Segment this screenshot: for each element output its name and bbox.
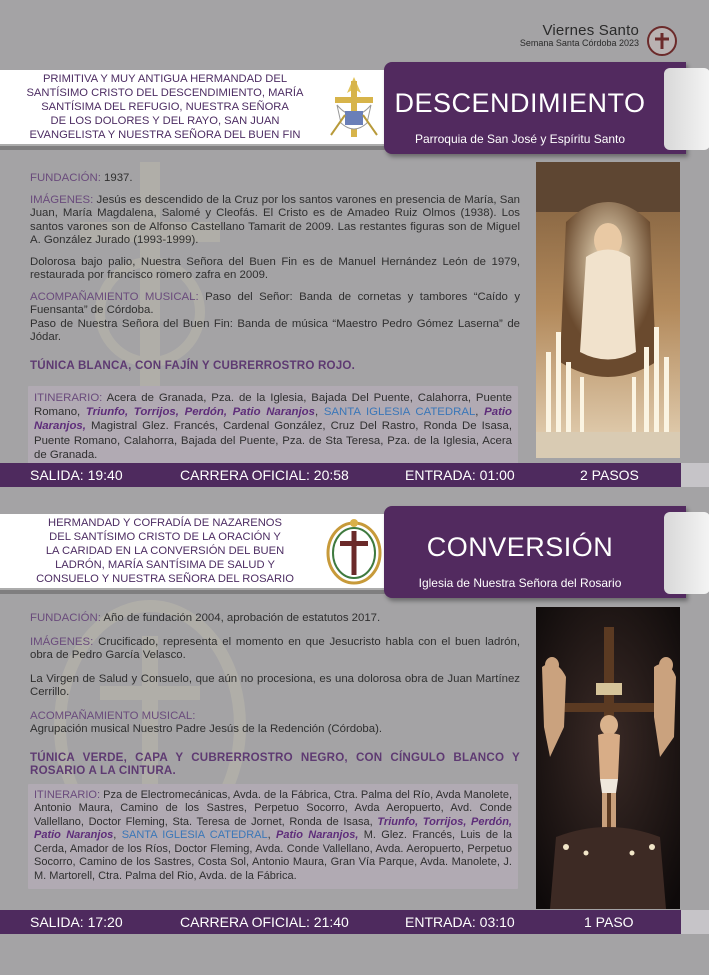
musica-text: Agrupación musical Nuestro Padre Jesús de la Redención (Córdoba). (30, 723, 383, 735)
virgen-photo (536, 162, 680, 458)
org-name (10, 72, 320, 142)
imagenes-label: IMÁGENES: (30, 635, 94, 648)
title-panel (384, 62, 686, 154)
imagenes-paragraph (30, 194, 520, 248)
org-line: CONSUELO Y NUESTRA SEÑORA DEL ROSARIO (36, 573, 294, 585)
church-name: Parroquia de San José y Espíritu Santo (414, 132, 626, 146)
bar-cap (681, 463, 709, 487)
carrera-oficial-time: CARRERA OFICIAL: 20:58 (180, 467, 349, 483)
org-line: DE LOS DOLORES Y DEL RAYO, SAN JUAN (50, 115, 280, 127)
org-name (10, 516, 320, 586)
hermandad-details (30, 172, 520, 467)
page-subtitle: Semana Santa Córdoba 2023 (519, 38, 639, 48)
itinerario-text: Pza de Electromecánicas, Avda. de la Fábrica, Ctra. Palma del Río, Avda Manolete, Antonio Maura, Camino de los Sastres, Perpetuo Socorro, Avda Aeropuerto, Avd. Conde Vallellano, Doctor Fleming, Sta. Teresa de Jornet, Ronda de Isasa, (34, 788, 512, 828)
title-panel (384, 506, 686, 598)
itinerario-sep: , (475, 406, 479, 419)
band-shadow (0, 588, 405, 594)
musica-label: ACOMPAÑAMIENTO MUSICAL: (30, 290, 199, 303)
hermandad-conversion (0, 506, 709, 934)
page-header (520, 22, 639, 48)
musica-paragraph (30, 291, 520, 345)
hermandad-title: DESCENDIMIENTO (394, 88, 646, 118)
org-line: LADRÓN, MARÍA SANTÍSIMA DE SALUD Y (55, 559, 275, 571)
org-line: DEL SANTÍSIMO CRISTO DE LA ORACIÓN Y (49, 531, 281, 543)
itinerario-catedral: SANTA IGLESIA CATEDRAL (323, 406, 476, 419)
org-line: SANTÍSIMO CRISTO DEL DESCENDIMIENTO, MARÍA (26, 87, 304, 99)
fundacion-paragraph (30, 612, 520, 626)
org-line: PRIMITIVA Y MUY ANTIGUA HERMANDAD DEL (42, 73, 288, 85)
title-panel-gloss (664, 68, 709, 150)
dolorosa-paragraph: Dolorosa bajo palio, Nuestra Señora del Buen Fin es de Manuel Hernández León de 1979, restaurada por francisco romero zafra en 2009. (30, 255, 520, 281)
bar-cap (681, 910, 709, 934)
imagenes-label: IMÁGENES: (30, 193, 94, 206)
itinerario-text-2: Magistral Glez. Francés, Cardenal González, Cruz Del Rastro, Ronda De Isasa, Puente Romano, Calahorra, Bajada del Puente, Pza. de Sta Teresa, Pza. de la Iglesia, Acera de Granada. (34, 420, 512, 461)
horario-bar (0, 463, 709, 487)
itinerario-label: ITINERARIO: (34, 392, 103, 404)
org-line: HERMANDAD Y COFRADÍA DE NAZARENOS (48, 517, 282, 529)
tunica-text: TÚNICA VERDE, CAPA Y CUBRERROSTRO NEGRO, CON CÍNGULO BLANCO Y ROSARIO A LA CINTURA. (30, 750, 520, 777)
org-line: EVANGELISTA Y NUESTRA SEÑORA DEL BUEN FIN (29, 129, 301, 141)
dolorosa-paragraph: La Virgen de Salud y Consuelo, que aún no procesiona, es una dolorosa obra de Juan Martínez Cerrillo. (30, 672, 520, 698)
tunica-text: TÚNICA BLANCA, CON FAJÍN Y CUBRERROSTRO ROJO. (30, 358, 356, 372)
musica-label: ACOMPAÑAMIENTO MUSICAL: (30, 709, 196, 722)
itinerario-sep: , (113, 829, 117, 842)
horario-bar (0, 910, 709, 934)
cross-icon (647, 26, 677, 56)
fundacion-label: FUNDACIÓN: (30, 172, 101, 184)
fundacion-text: 1937. (104, 172, 133, 184)
musica-text-2: Paso de Nuestra Señora del Buen Fin: Banda de música “Maestro Pedro Gómez Laserna” de Jódar. (30, 317, 520, 343)
church-name: Iglesia de Nuestra Señora del Rosario (418, 576, 622, 590)
entrada-time: ENTRADA: 01:00 (405, 467, 515, 483)
hermandad-details (30, 612, 520, 889)
fundacion-paragraph (30, 172, 520, 186)
pasos-count: 2 PASOS (580, 467, 639, 483)
imagenes-text: Crucificado, representa el momento en que Jesucristo habla con el buen ladrón, obra de Pedro García Velasco. (30, 635, 520, 661)
page-title: Viernes Santo (542, 22, 639, 39)
org-line: LA CARIDAD EN LA CONVERSIÓN DEL BUEN (45, 545, 285, 557)
itinerario-box (28, 386, 518, 467)
itinerario-highlight-2: Patio Naranjos, (276, 829, 359, 842)
org-line: SANTÍSIMA DEL REFUGIO, NUESTRA SEÑORA (41, 101, 289, 113)
crucifixion-photo (536, 607, 680, 909)
entrada-time: ENTRADA: 03:10 (405, 914, 515, 930)
imagenes-text: Jesús es descendido de la Cruz por los santos varones en presencia de María, San Juan, María Magdalena, Salomé y Cleofás. El Cristo es de Amadeo Ruiz Olmos (1938). Los santos varones son de Alfonso Castellano Tamarit de 2009. Las restantes figuras son de Miguel A. González Jurado (1993-1999). (30, 193, 520, 246)
hermandad-emblem-icon (325, 518, 383, 586)
title-panel-gloss (664, 512, 709, 594)
itinerario-sep: , (314, 406, 319, 419)
hermandad-title: CONVERSIÓN (426, 532, 614, 562)
imagenes-paragraph (30, 636, 520, 663)
musica-paragraph (30, 710, 520, 737)
salida-time: SALIDA: 19:40 (30, 467, 123, 483)
carrera-oficial-time: CARRERA OFICIAL: 21:40 (180, 914, 349, 930)
hermandad-descendimiento (0, 62, 709, 490)
itinerario-label: ITINERARIO: (34, 788, 101, 801)
band-shadow (0, 144, 405, 150)
musica-text: Paso del Señor: Banda de cornetas y tambores “Caído y Fuensanta” de Córdoba. (30, 290, 521, 316)
itinerario-text-2: M. Glez. Francés, Luis de la Cerda, Amador de los Ríos, Doctor Fleming, Avda. Conde Vallellano, Avda. Aeropuerto, Perpetuo Socorro, Camino de los Sastres, Costa Sol, Antonio Maura, Gran Vía Parque, Avda. Manolete, J. M. Martorell, Ctra. Palma del Rio, Avda. de la Fábrica. (34, 829, 512, 883)
itinerario-highlight: Triunfo, Torrijos, Perdón, Patio Naranjos (34, 815, 512, 842)
pasos-count: 1 PASO (584, 914, 634, 930)
itinerario-highlight: Triunfo, Torrijos, Perdón, Patio Naranjos (85, 406, 315, 419)
fundacion-label: FUNDACIÓN: (30, 612, 101, 624)
itinerario-text: Acera de Granada, Pza. de la Iglesia, Bajada Del Puente, Calahorra, Puente Romano, (34, 392, 512, 419)
itinerario-box (28, 784, 518, 889)
itinerario-highlight-2: Patio Naranjos, (34, 406, 513, 433)
hermandad-emblem-icon (325, 74, 383, 142)
itinerario-catedral: SANTA IGLESIA CATEDRAL (121, 829, 268, 842)
fundacion-text: Año de fundación 2004, aprobación de estatutos 2017. (103, 612, 381, 624)
itinerario-sep: , (267, 829, 271, 842)
salida-time: SALIDA: 17:20 (30, 914, 123, 930)
